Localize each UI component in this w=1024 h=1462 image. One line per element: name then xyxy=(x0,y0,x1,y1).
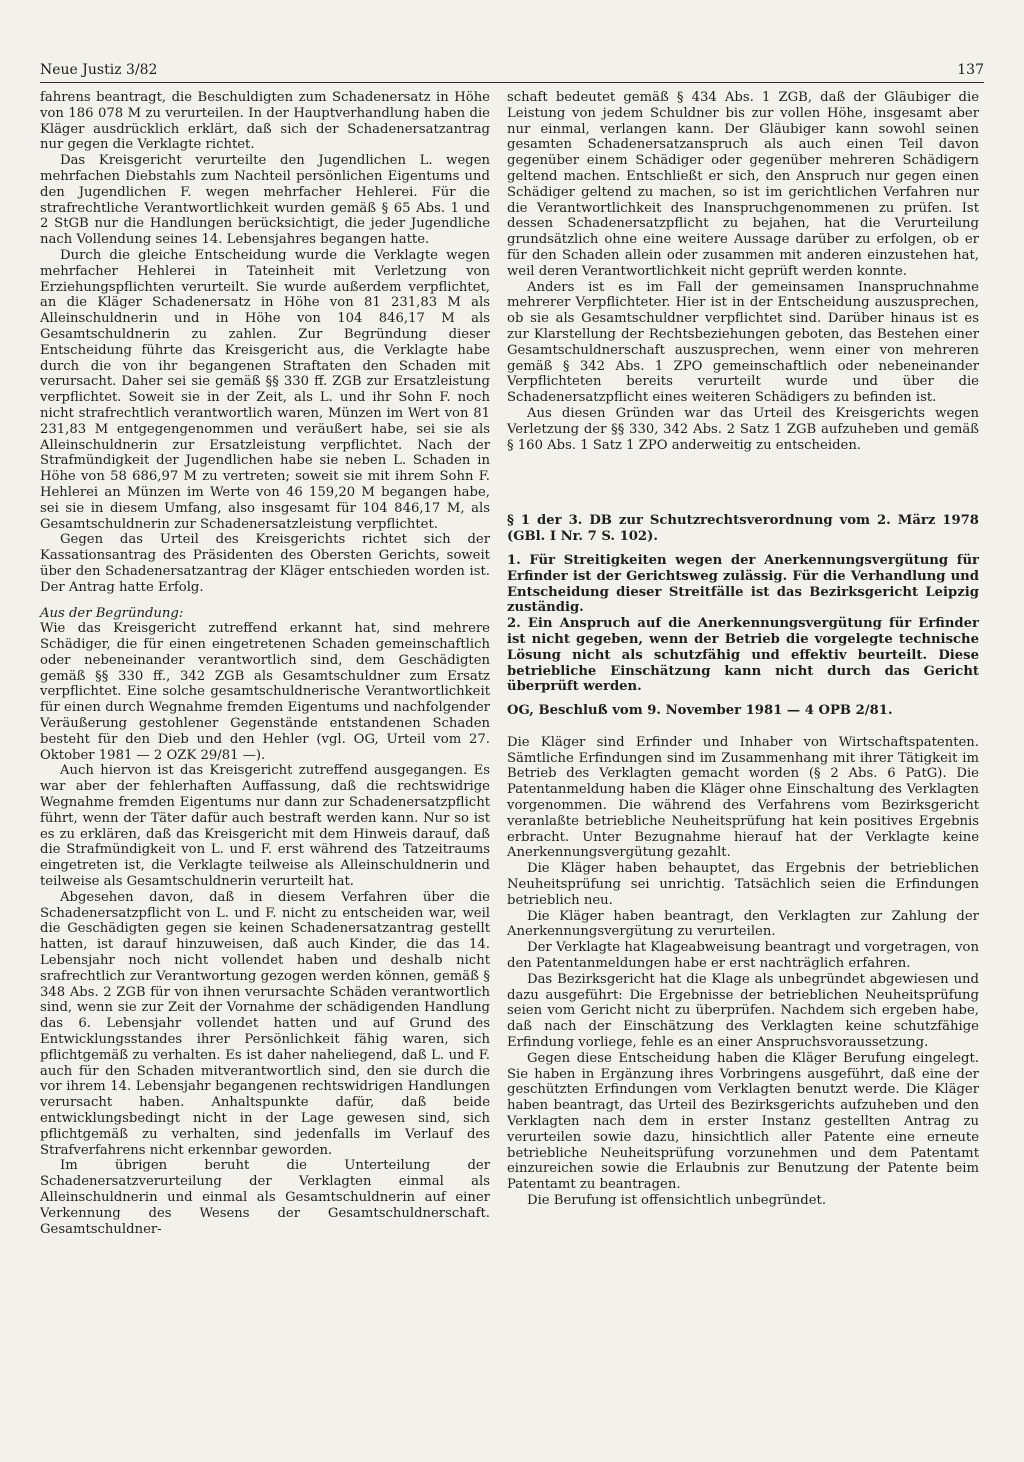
paragraph: Abgesehen davon, daß in diesem Verfahren über die Schadenersatzpflicht von L. und F. nicht zu entscheiden war, weil die Geschädigten gegen sie keinen Schadenersatzantrag gestellt hatten, ist darauf hinzuweisen, daß auch Kinder, die das 14. Lebensjahr noch nicht vollendet haben und deshalb nicht srafrechtlich zur Verantwortung gezogen werden können, gemäß § 348 Abs. 2 ZGB für von ihnen verursachte Schäden verantwortlich sind, wenn sie zur Zeit der Vornahme der schädigenden Handlung das 6. Lebensjahr vollendet hatten und auf Grund des Entwicklungsstandes ihrer Persönlichkeit fähig waren, sich pflichtgemäß zu verhalten. Es ist daher naheliegend, daß L. und F. auch für den Schaden mitverantwortlich sind, den sie durch die vor ihrem 14. Lebensjahr begangenen rechtswidrigen Handlungen verursacht haben. Anhaltspunkte dafür, daß beide entwicklungsbedingt nicht in der Lage gewesen sind, sich pflichtgemäß zu verhalten, sind jedenfalls im Verlauf des Strafverfahrens nicht erkennbar geworden. xyxy=(40,889,490,1158)
page-number: 137 xyxy=(957,62,984,78)
paragraph: Gegen das Urteil des Kreisgerichts richtet sich der Kassationsantrag des Präsidenten des Obersten Gerichts, soweit über den Schadenersatzantrag der Kläger entschieden worden ist. Der Antrag hatte Erfolg. xyxy=(40,532,490,595)
paragraph: Die Kläger haben beantragt, den Verklagten zur Zahlung der Anerkennungsvergütung zu verurteilen. xyxy=(507,908,979,940)
paragraph: Die Kläger sind Erfinder und Inhaber von Wirtschaftspatenten. Sämtliche Erfindungen sind im Zusammenhang mit ihrer Tätigkeit im Betrieb des Verklagten gemacht worden (§ 2 Abs. 6 PatG). Die Patentanmeldung haben die Kläger ohne Einschaltung des Verklagten vorgenommen. Die während des Verfahrens vom Bezirksgericht veranlaßte betriebliche Neuheitsprüfung hat kein positives Ergebnis erbracht. Unter Bezugnahme hierauf hat der Verklagte keine Anerkennungsvergütung gezahlt. xyxy=(507,734,979,861)
paragraph: Das Kreisgericht verurteilte den Jugendlichen L. wegen mehrfachen Diebstahls zum Nachteil persönlichen Eigentums und den Jugendlichen F. wegen mehrfacher Hehlerei. Für die strafrechtliche Verantwortlichkeit wurden gemäß § 65 Abs. 1 und 2 StGB nur die Handlungen berücksichtigt, die jeder Jugendliche nach Vollendung seines 14. Lebensjahres begangen hatte. xyxy=(40,153,490,248)
paragraph: Das Bezirksgericht hat die Klage als unbegründet abgewiesen und dazu ausgeführt: Die Ergebnisse der betrieblichen Neuheitsprüfung seien vom Gericht nicht zu überprüfen. Nachdem sich ergeben habe, daß nach der Einschätzung des Verklagten keine schutzfähige Erfindung vorliege, fehle es an einer Anspruchsvoraussetzung. xyxy=(507,971,979,1051)
paragraph: Anders ist es im Fall der gemeinsamen Inanspruchnahme mehrerer Verpflichteter. Hier ist in der Entscheidung auszusprechen, ob sie als Gesamtschuldner verpflichtet sind. Darüber hinaus ist es zur Klarstellung der Rechtsbeziehungen geboten, das Bestehen einer Gesamtschuldnerschaft auszusprechen, wenn einer von mehreren gemäß § 342 Abs. 1 ZPO gemeinschaftlich oder nebeneinander Verpflichteten bereits verurteilt wurde und über die Schadenersatzpflicht eines weiteren Schädigers zu befinden ist. xyxy=(507,279,979,406)
headnote-1: 1. Für Streitigkeiten wegen der Anerkennungsvergütung für Erfinder ist der Gerichtsweg zulässig. Für die Verhandlung und Entscheidung dieser Streitfälle ist das Bezirksgericht Leipzig zuständig. xyxy=(507,552,979,616)
paragraph: fahrens beantragt, die Beschuldigten zum Schadenersatz in Höhe von 186 078 M zu verurteilen. In der Hauptverhandlung haben die Kläger ausdrücklich erklärt, daß sich der Schadenersatzantrag nur gegen die Verklagte richtet. xyxy=(40,90,490,153)
section-gap xyxy=(507,453,979,507)
paragraph: Auch hiervon ist das Kreisgericht zutreffend ausgegangen. Es war aber der fehlerhaften Auffassung, daß die rechtswidrige Wegnahme fremden Eigentums nur dann zur Schadenersatzpflicht führt, wenn der Täter dafür auch bestraft werden kann. Nur so ist es zu erklären, daß das Kreisgericht mit dem Hinweis darauf, daß die Strafmündigkeit von L. und F. erst während des Tatzeitraums eingetreten ist, die Verklagte teilweise als Alleinschuldnerin und teilweise als Gesamtschuldnerin verurteilt hat. xyxy=(40,763,490,890)
paragraph: Gegen diese Entscheidung haben die Kläger Berufung eingelegt. Sie haben in Ergänzung ihres Vorbringens ausgeführt, daß eine der geschützten Erfindungen vom Verklagten benutzt werde. Die Kläger haben beantragt, das Urteil des Bezirksgerichts aufzuheben und den Verklagten nach dem in erster Instanz gestellten Antrag zu verurteilen sowie dazu, hinsichtlich aller Patente eine erneute betriebliche Neuheitsprüfung vorzunehmen und dem Patentamt einzureichen sowie die Erlaubnis zur Benutzung der Patente beim Patentamt zu beantragen. xyxy=(507,1050,979,1193)
paragraph: Die Kläger haben behauptet, das Ergebnis der betrieblichen Neuheitsprüfung sei unrichtig. Tatsächlich seien die Erfindungen betrieblich neu. xyxy=(507,861,979,908)
paragraph: Die Berufung ist offensichtlich unbegründet. xyxy=(527,1193,827,1208)
headnote-2: 2. Ein Anspruch auf die Anerkennungsvergütung für Erfinder ist nicht gegeben, wenn der Betrieb die vorgelegte technische Lösung nicht als schutzfähig und effektiv beurteilt. Diese betriebliche Einschätzung kann nicht durch das Gericht überprüft werden. xyxy=(507,616,979,695)
law-reference-title: § 1 der 3. DB zur Schutzrechtsverordnung vom 2. März 1978 (GBl. I Nr. 7 S. 102). xyxy=(507,513,979,545)
section-heading: Aus der Begründung: xyxy=(40,605,184,621)
paragraph: schaft bedeutet gemäß § 434 Abs. 1 ZGB, daß der Gläubiger die Leistung von jedem Schuldner bis zur vollen Höhe, insgesamt aber nur einmal, verlangen kann. Der Gläubiger kann sowohl seinen gesamten Schadenersatzanspruch als auch einen Teil davon gegenüber einem Schädiger oder gegenüber mehreren Schädigern geltend machen. Entschließt er sich, den Anspruch nur gegen einen Schädiger geltend zu machen, so ist im gerichtlichen Verfahren nur die Verantwortlichkeit des Inanspruchgenommenen zu prüfen. Ist dessen Schadenersatzpflicht zu bejahen, hat die Verurteilung grundsätzlich ohne eine weitere Aussage darüber zu erfolgen, ob er für den Schaden allein oder zusammen mit anderen einzustehen hat, weil deren Verantwortlichkeit nicht geprüft werden konnte. xyxy=(507,90,979,279)
paragraph: Der Verklagte hat Klageabweisung beantragt und vorgetragen, von den Patentanmeldungen habe er erst nachträglich erfahren. xyxy=(507,940,979,972)
paragraph: Durch die gleiche Entscheidung wurde die Verklagte wegen mehrfacher Hehlerei in Tateinheit mit Verletzung von Erziehungspflichten verurteilt. Sie wurde außerdem verpflichtet, an die Kläger Schadenersatz in Höhe von 81 231,83 M als Alleinschuldnerin und in Höhe von 104 846,17 M als Gesamtschuldnerin zu zahlen. Zur Begründung dieser Entscheidung führte das Kreisgericht aus, die Verklagte habe durch die von ihr begangenen Straftaten den Schaden mit verursacht. Daher sei sie gemäß §§ 330 ff. ZGB zur Ersatzleistung verpflichtet. Soweit sie in der Zeit, als L. und ihr Sohn F. noch nicht strafrechtlich verantwortlich waren, Münzen im Wert von 81 231,83 M entgegengenommen und veräußert habe, sei sie als Alleinschuldnerin zur Ersatzleistung verpflichtet. Nach der Strafmündigkeit der Jugendlichen habe sie neben L. Schaden in Höhe von 58 686,97 M zu vertreten; soweit sie mit ihrem Sohn F. Hehlerei an Münzen im Werte von 46 159,20 M begangen habe, sei sie in diesem Umfang, also insgesamt für 104 846,17 M, als Gesamtschuldnerin zur Schadenersatzleistung verpflichtet. xyxy=(40,247,490,532)
journal-title: Neue Justiz 3/82 xyxy=(40,62,158,78)
page-header xyxy=(40,60,984,83)
section-gap xyxy=(507,719,979,735)
left-column xyxy=(40,90,490,1237)
paragraph: Aus diesen Gründen war das Urteil des Kreisgerichts wegen Verletzung der §§ 330, 342 Abs. 2 Satz 1 ZGB aufzuheben und gemäß § 160 Abs. 1 Satz 1 ZPO anderweitig zu entscheiden. xyxy=(507,405,979,453)
paragraph: Im übrigen beruht die Unterteilung der Schadenersatzverurteilung der Verklagten einmal als Alleinschuldnerin und einmal als Gesamtschuldnerin auf einer Verkennung des Wesens der Gesamtschuldnerschaft. Gesamtschuldner- xyxy=(40,1158,490,1237)
right-column xyxy=(507,90,979,1209)
ruling-reference: OG, Beschluß vom 9. November 1981 — 4 OPB 2/81. xyxy=(507,703,893,719)
paragraph: Wie das Kreisgericht zutreffend erkannt hat, sind mehrere Schädiger, die für einen eingetretenen Schaden gemeinschaftlich oder nebeneinander verantwortlich sind, dem Geschädigten gemäß §§ 330 ff., 342 ZGB als Gesamtschuldner zum Ersatz verpflichtet. Eine solche gesamtschuldnerische Verantwortlichkeit für einen durch Wegnahme fremden Eigentums und nachfolgender Veräußerung gestohlener Gegenstände entstandenen Schaden besteht für den Dieb und den Hehler (vgl. OG, Urteil vom 27. Oktober 1981 — 2 OZK 29/81 —). xyxy=(40,621,490,763)
